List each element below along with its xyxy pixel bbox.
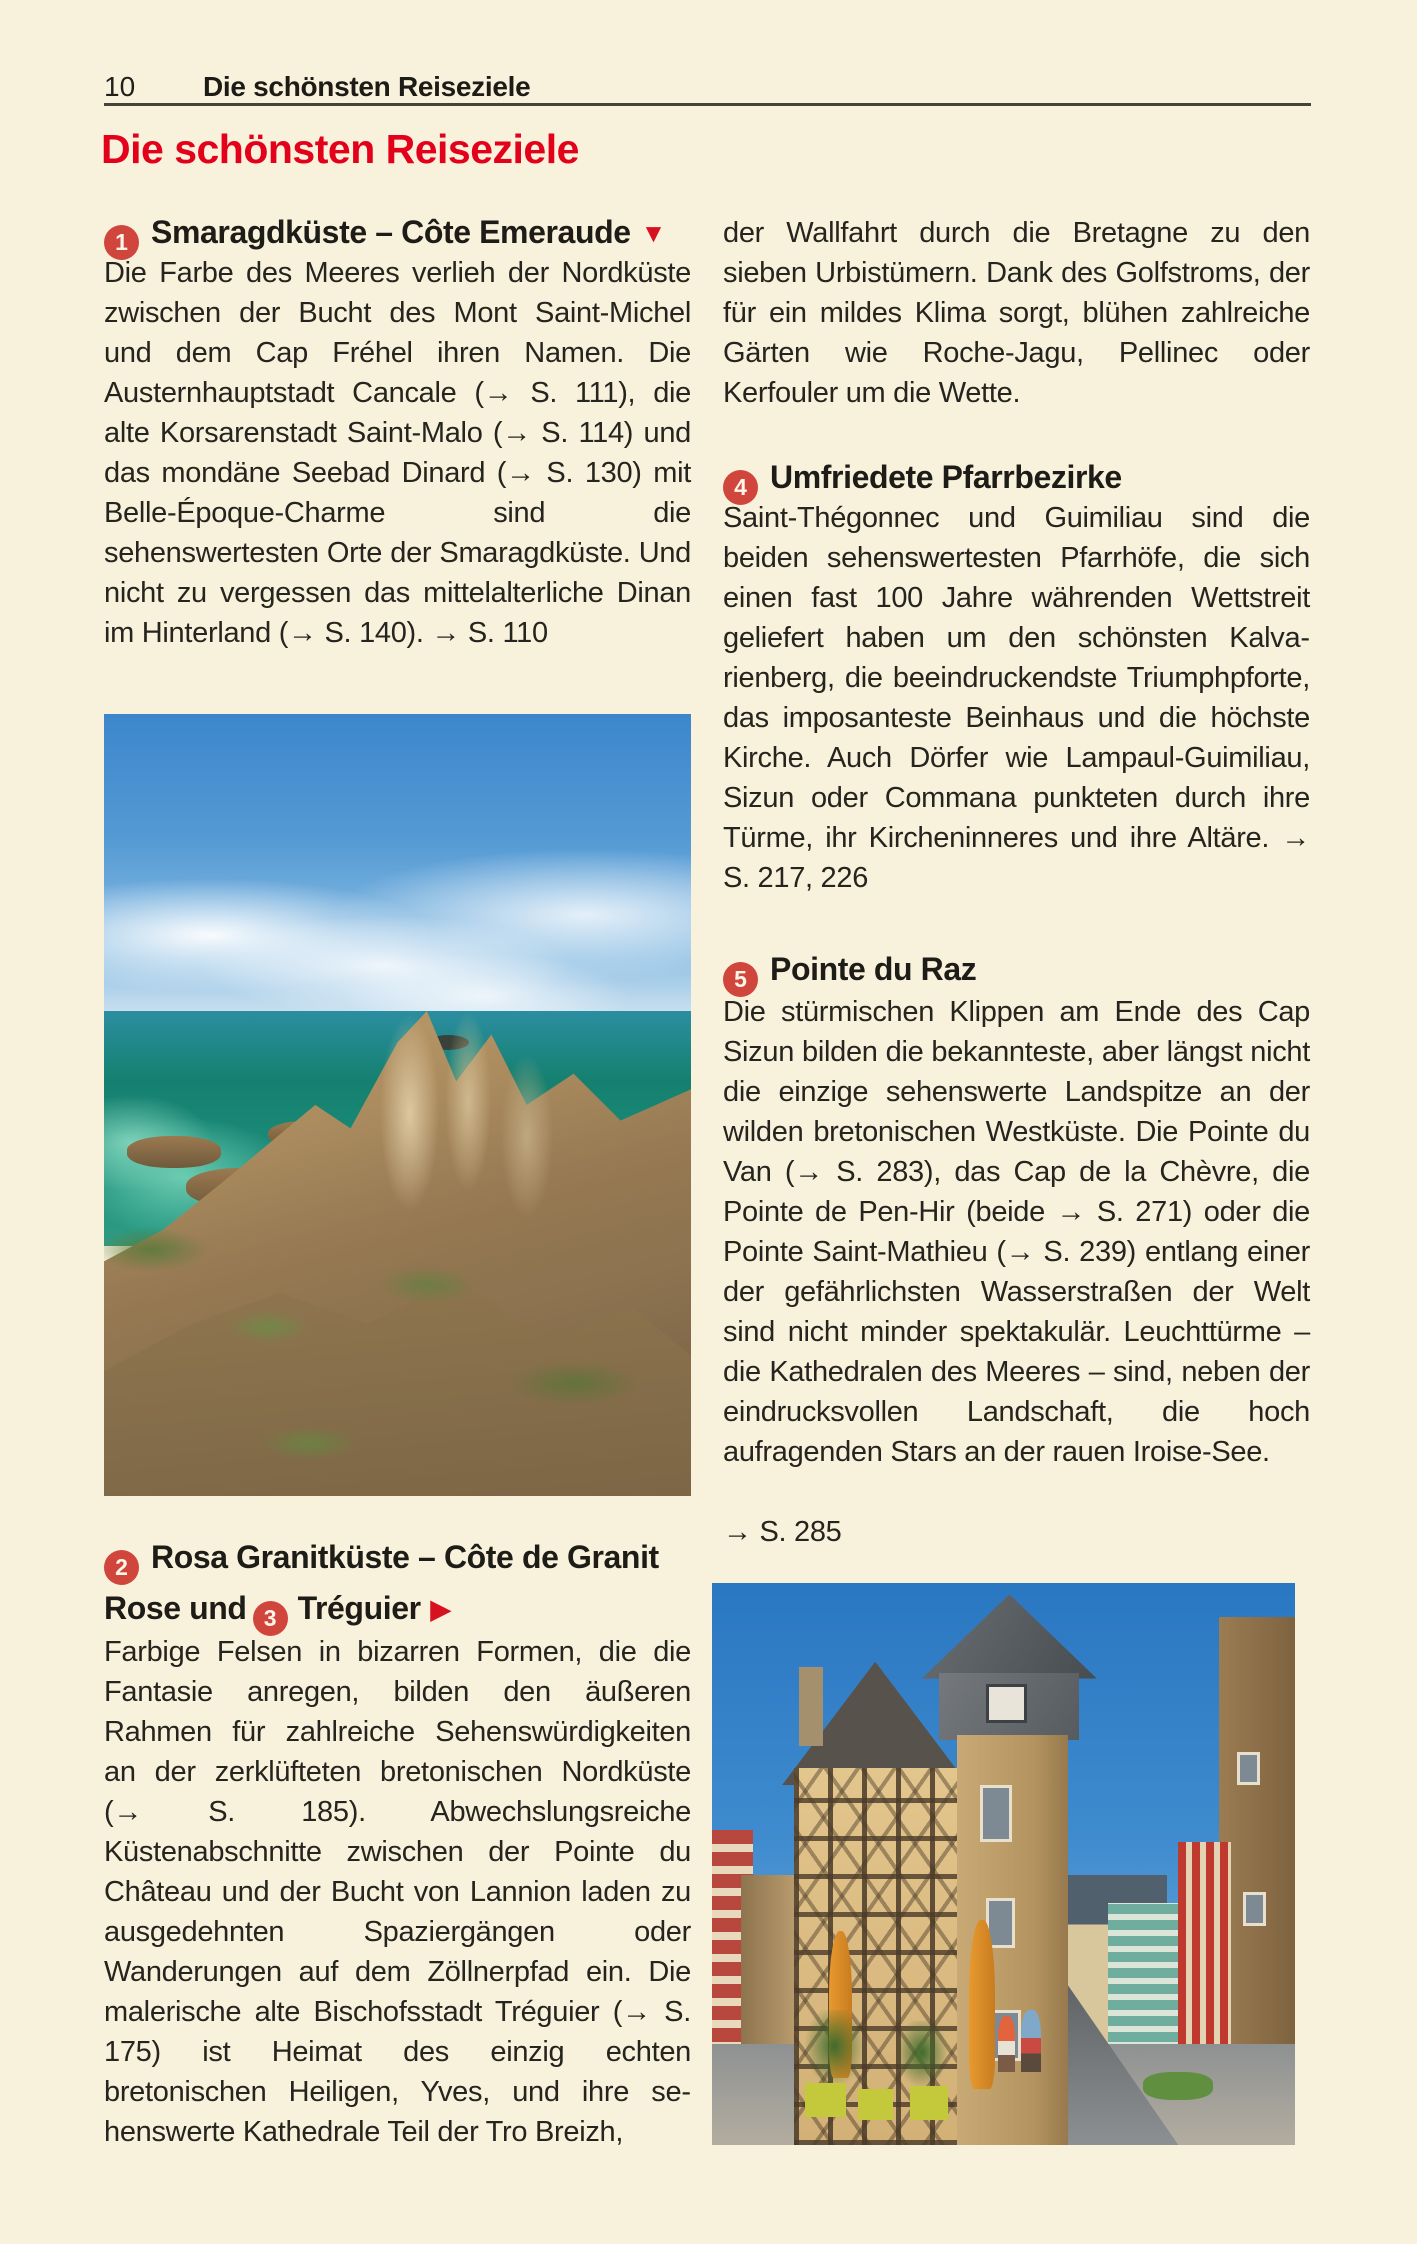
section-2-heading xyxy=(104,1534,691,1636)
section-4-body: Saint-Thégonnec und Guimiliau sind die beiden sehenswertesten Pfarrhöfe, die sich einen fast 100 Jahre währenden Wettstreit geliefert haben um den schönsten Kalvarienberg, die beeindruckendste Triumphpforte, das imposanteste Beinhaus und die höchste Kirche. Auch Dörfer wie Lampaul-Guimiliau, Sizun oder Commana punkteten durch ihre Türme, ihr Kircheninneres und ihre Altäre. → S. 217, 226 xyxy=(723,502,1310,894)
photo1-vegetation xyxy=(104,1144,691,1496)
photo2-umbrella xyxy=(969,1920,995,2089)
continuation-paragraph: der Wallfahrt durch die Bretagne zu den sieben Urbistümern. Dank des Golfstroms, der für ein mildes Klima sorgt, blühen zahlreiche Gärten wie Roche-Jagu, Pellinec oder Kerfouler um die Wette. xyxy=(723,217,1310,409)
section-2-title-part1: Rosa Granitküste – Côte de Granit Rose und xyxy=(104,1539,659,1626)
photo-right-indicator-icon: ▶ xyxy=(430,1594,451,1624)
photo-emerald-coast xyxy=(104,714,691,1496)
header-rule xyxy=(104,103,1311,106)
page-title: Die schönsten Reiseziele xyxy=(101,126,579,172)
section-5-body: Die stürmischen Klippen am Ende des Cap Sizun bilden die bekannteste, aber längst nicht die einzige sehenswerte Landspitze an der wilden bretonischen Westküste. Die Pointe du Van (→ S. 283), das Cap de la Chèvre, die Pointe de Pen-Hir (beide → S. 271) oder die Pointe Saint-Mathieu (→ S. 239) entlang einer der gefährlichsten Wasserstraßen der Welt sind nicht minder spektakulär. Leuchttürme – die Kathedralen des Meeres – sind, neben der eindrucksvollen Landschaft, die hoch aufragenden Stars an der rauen Iroise-See. xyxy=(723,996,1310,1468)
section-5-heading xyxy=(723,949,1310,997)
photo2-pedestrian xyxy=(1021,2010,1041,2072)
section-2-number-badge: 2 xyxy=(104,1550,139,1585)
running-header: Die schönsten Reiseziele xyxy=(203,71,531,102)
section-1-title: Smaragdküste – Côte Emeraude xyxy=(151,214,631,250)
section-5-page-ref: → S. 285 xyxy=(723,1516,842,1548)
section-5-title: Pointe du Raz xyxy=(770,951,977,987)
section-1-body: Die Farbe des Meeres verlieh der Nordküste zwischen der Bucht des Mont Saint-Michel und dem Cap Fréhel ihren Namen. Die Austernhauptstadt Cancale (→ S. 111), die alte Korsarenstadt Saint-Malo (→ S. 114) und das mondäne Seebad Dinard (→ S. 130) mit Belle-Époque-Charme sind die sehenswertesten Orte der Smaragdküste. Und nicht zu vergessen das mittelalterliche Dinan im Hinterland (→ S. 140). → S. 110 xyxy=(104,257,691,649)
page-number: 10 xyxy=(104,71,136,102)
photo-below-indicator-icon: ▼ xyxy=(640,218,667,248)
section-1-number-badge: 1 xyxy=(104,225,139,260)
section-3-title: Tréguier xyxy=(297,1590,421,1626)
section-2-body: Farbige Felsen in bizarren Formen, die die Fantasie anregen, bilden den äußeren Rahmen für zahlreiche Sehenswürdigkeiten an der zerklüfteten bretonischen Nordküste (→ S. 185). Abwechslungsreiche Küstenabschnitte zwischen der Pointe du Château und der Bucht von Lannion laden zu ausgedehnten Spaziergängen oder Wanderungen auf dem Zöllnerpfad ein. Die malerische alte Bischofsstadt Tréguier (→ S. 175) ist Heimat des einzig echten bretonischen Heiligen, Yves, und ihre sehenswerte Kathedrale Teil der Tro Breizh, xyxy=(104,1636,691,2148)
section-5-number-badge: 5 xyxy=(723,962,758,997)
photo2-pedestrian xyxy=(998,2016,1015,2072)
section-3-number-badge: 3 xyxy=(253,1601,288,1636)
photo-treguier-town xyxy=(712,1583,1295,2145)
section-4-title: Umfriedete Pfarrbezirke xyxy=(770,459,1122,495)
section-4-number-badge: 4 xyxy=(723,470,758,505)
